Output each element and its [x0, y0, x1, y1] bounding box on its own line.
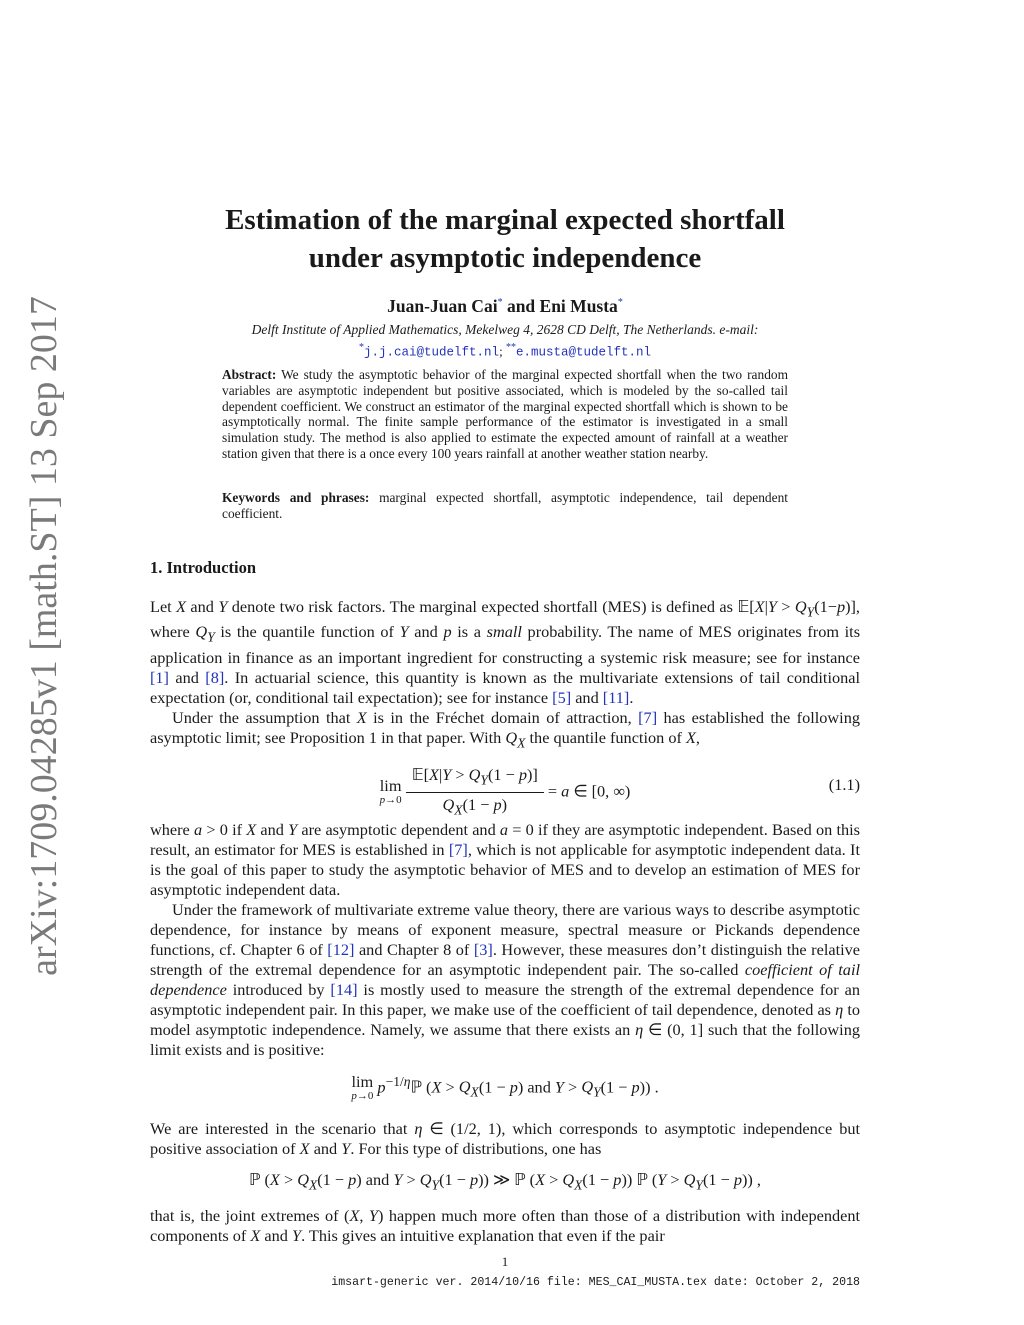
email-2-link[interactable]: e.musta@tudelft.nl: [515, 345, 651, 360]
keywords-label: Keywords and phrases:: [222, 490, 370, 505]
author-2: Eni Musta: [539, 295, 618, 316]
author-1: Juan-Juan Cai: [387, 295, 498, 316]
email-1-link[interactable]: j.j.cai@tudelft.nl: [364, 345, 500, 360]
keywords: [222, 490, 788, 522]
abstract: [222, 367, 788, 462]
author-conjunction: and: [506, 295, 536, 316]
intro-paragraph-3: We are interested in the scenario that η ∈ (1/2, 1), which corresponds to asymptotic independence but positive association of X and Y. For this type of distributions, one has: [150, 1119, 860, 1158]
intro-paragraph-1: Let X and Y denote two risk factors. The marginal expected shortfall (MES) is defined as 𝔼[X|Y > $Q_Y(1-p)$], where $Q_Y$ is the quantile function of Y and p is a small probability. The name of MES originates from its application in finance as an important ingredient for constructing a systemic risk measure; see for instance [1] and [8]. In actuarial science, this quantity is known as the multivariate extensions of tail conditional expectation (or, conditional tail expectation); see for instance [5] and [11]. Under the assumption that X is in the Fréchet domain of attraction, [7] has established the following asymptotic limit; see Proposition 1 in that paper. With $Q_X$ the quantile function of X,: [150, 597, 861, 750]
equation-number: (1.1): [828, 775, 860, 794]
citation-link[interactable]: [7]: [448, 840, 468, 859]
citation-link[interactable]: [1]: [150, 667, 169, 687]
author-list: [150, 293, 860, 316]
affiliation: Delft Institute of Applied Mathematics, Mekelweg 4, 2628 CD Delft, The Netherlands. e-mail:: [251, 322, 759, 337]
citation-link[interactable]: [8]: [205, 667, 225, 687]
citation-link[interactable]: [12]: [327, 940, 355, 959]
citation-link[interactable]: [7]: [638, 707, 658, 727]
equation-limit: lim p→0 $p^{-1/\eta}ℙ$ ($X > Q_X(1 - p)$ and $Y > Q_Y(1 - p)$) .: [351, 1071, 659, 1102]
abstract-label: Abstract:: [222, 367, 277, 382]
equation-1-1: lim p→0 $\frac{𝔼[X|Y > Q_Y(1 - p)]}{Q_X(1 - p)}$ = a ∈ [0, ∞) (1.1): [379, 765, 860, 818]
arxiv-stamp: arXiv:1709.04285v1 [math.ST] 13 Sep 2017: [23, 296, 65, 976]
email-2-mark: **: [505, 342, 516, 353]
citation-link[interactable]: [5]: [552, 687, 572, 707]
section-heading: 1. Introduction: [150, 558, 257, 577]
author-2-mark: *: [617, 297, 623, 308]
page-number: 1: [501, 1254, 509, 1269]
title-line-2: under asymptotic independence: [308, 242, 702, 274]
email-1-mark: *: [359, 342, 365, 353]
paper-title: [150, 201, 860, 277]
title-line-1: Estimation of the marginal expected shortfall: [225, 204, 785, 236]
intro-paragraph-4: that is, the joint extremes of (X, Y) happen much more often than those of a distribution with independent components of X and Y. This gives an intuitive explanation that even if the pair: [150, 1206, 861, 1245]
abstract-text: We study the asymptotic behavior of the marginal expected shortfall when the two random variables are asymptotic independent but positive associated, which is modeled by the so-called tail dependent coefficient. We construct an estimator of the marginal expected shortfall which is shown to be asymptotically normal. The finite sample performance of the estimator is investigated in a small simulation study. The method is also applied to estimate the expected amount of rainfall at a weather station given that there is a once every 100 years rainfall at another weather station nearby.: [222, 367, 789, 461]
citation-link[interactable]: [11]: [602, 687, 630, 707]
equation-comparison: ℙ ($X > Q_X(1 - p)$ and $Y > Q_Y(1 - p)$) ≫ ℙ $(X > Q_X(1 - p))$ ℙ $(Y > Q_Y(1 - p))$ ,: [249, 1170, 761, 1193]
footer-metadata: imsart-generic ver. 2014/10/16 file: MES_CAI_MUSTA.tex date: October 2, 2018: [331, 1276, 860, 1289]
email-separator: ;: [499, 343, 503, 359]
citation-link[interactable]: [3]: [473, 940, 493, 959]
author-1-mark: *: [497, 297, 503, 308]
keywords-text: marginal expected shortfall, asymptotic independence, tail dependent coefficient.: [222, 490, 788, 521]
email-line: [150, 338, 860, 362]
citation-link[interactable]: [14]: [330, 980, 358, 999]
intro-paragraph-2: where a > 0 if X and Y are asymptotic dependent and a = 0 if they are asymptotic independent. Based on this result, an estimator for MES is established in [7], which is not applicable for asymptotic independent data. It is the goal of this paper to study the asymptotic behavior of MES and to develop an estimation of MES for asymptotic independent data. Under the framework of multivariate extreme value theory, there are various ways to describe asymptotic dependence, for instance by means of exponent measure, spectral measure or Pickands dependence functions, cf. Chapter 6 of [12] and Chapter 8 of [3]. However, these measures don’t distinguish the relative strength of the extremal dependence for an asymptotic independent pair. The so-called coefficient of tail dependence introduced by [14] is mostly used to measure the strength of the extremal dependence for an asymptotic independent pair. In this paper, we make use of the coefficient of tail dependence, denoted as η to model asymptotic independence. Namely, we assume that there exists an η ∈ (0, 1] such that the following limit exists and is positive:: [150, 820, 860, 1059]
